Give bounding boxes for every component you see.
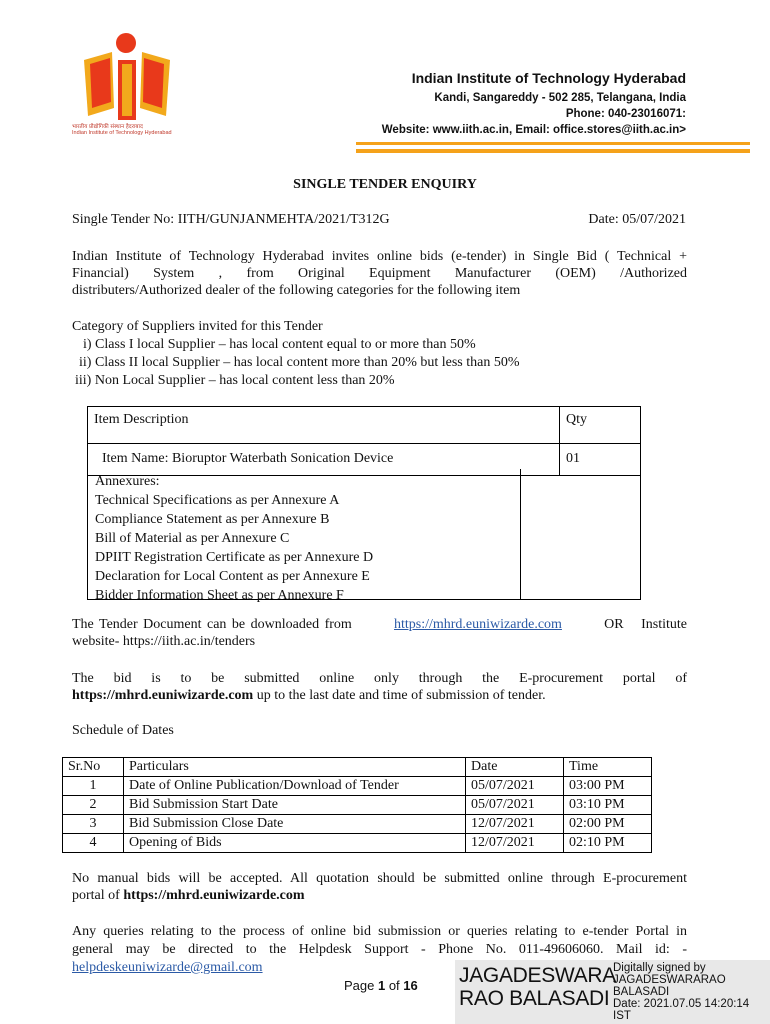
schedule-row [63,834,652,853]
category-item: iii) Non Local Supplier – has local content less than 20% [75,373,395,388]
annexure-box-right [520,469,641,600]
schedule-row [63,777,652,796]
signature-detail-line: Date: 2021.07.05 14:20:14 [613,998,750,1010]
iith-logo [72,30,180,140]
schedule-cell: 12/07/2021 [466,815,564,834]
header-rule-top [356,142,750,145]
institute-web-email: Website: www.iith.ac.in, Email: office.stores@iith.ac.in> [381,124,686,136]
annexure-item: Annexures: [95,474,160,489]
institute-address: Kandi, Sangareddy - 502 285, Telangana, India [434,92,686,104]
header-rule-bottom [356,149,750,153]
manual-bids-paragraph [72,870,687,904]
signature-detail-line: BALASADI [613,986,670,998]
annexure-item: Declaration for Local Content as per Annexure E [95,569,370,584]
queries-line: general may be directed to the Helpdesk Support - Phone No. 011-49606060. Mail id: - [72,942,687,957]
schedule-cell: 05/07/2021 [466,777,564,796]
schedule-cell: 03:00 PM [564,777,652,796]
institute-website: website- https://iith.ac.in/tenders [72,634,256,649]
annexure-item: Compliance Statement as per Annexure B [95,512,330,527]
page-prefix: Page [344,978,378,993]
annexure-list [95,472,373,605]
col-time: Time [564,758,652,777]
page-total: 16 [403,978,418,993]
items-table [87,406,641,476]
schedule-row [63,796,652,815]
submission-deadline-text: up to the last date and time of submission of tender. [253,688,546,703]
page-of: of [385,978,404,993]
schedule-cell: 05/07/2021 [466,796,564,815]
intro-paragraph [72,248,687,299]
annexure-item: DPIIT Registration Certificate as per Annexure D [95,550,374,565]
signer-name-line: JAGADESWARA [459,964,616,987]
schedule-cell: 1 [63,777,124,796]
institute-name: Indian Institute of Technology Hyderabad [411,70,686,86]
category-heading: Category of Suppliers invited for this Tender [72,319,323,334]
intro-line: Indian Institute of Technology Hyderabad invites online bids (e-tender) in Single Bid ( Technical + [72,249,687,264]
download-text-after: OR Institute [604,617,687,632]
col-date: Date [466,758,564,777]
signature-detail-line: Digitally signed by [613,962,706,974]
document-title: SINGLE TENDER ENQUIRY [293,177,477,192]
submission-portal: https://mhrd.euniwizarde.com [72,688,254,703]
manual-portal: https://mhrd.euniwizarde.com [123,888,305,903]
download-paragraph [72,616,687,650]
signature-details [613,962,749,1022]
signer-name-line: RAO BALASADI [459,987,610,1010]
logo-caption-english: Indian Institute of Technology Hyderabad [72,130,172,136]
tender-portal-link[interactable]: https://mhrd.euniwizarde.com [393,617,562,632]
logo-caption-hindi: भारतीय प्रौद्योगिकी संस्थान हैदराबाद [72,124,143,130]
submission-line: The bid is to be submitted online only through the E-procurement portal of [72,671,687,686]
tender-date: Date: 05/07/2021 [588,212,686,227]
schedule-heading: Schedule of Dates [72,723,174,738]
schedule-table [62,757,652,853]
col-srno: Sr.No [63,758,124,777]
tender-number: Single Tender No: IITH/GUNJANMEHTA/2021/T312G [72,212,390,227]
schedule-cell: Date of Online Publication/Download of Tender [124,777,466,796]
annexure-item: Technical Specifications as per Annexure A [95,493,340,508]
letterhead [382,70,686,138]
helpdesk-email-link[interactable]: helpdeskeuniwizarde@gmail.com [72,960,263,975]
signature-detail-line: IST [613,1010,631,1022]
page-current: 1 [377,978,386,993]
category-item: i) Class I local Supplier – has local content equal to or more than 50% [83,337,476,352]
item-qty: 01 [560,444,641,476]
intro-line: distributers/Authorized dealer of the following categories for the following item [72,283,521,298]
item-name: Item Name: Bioruptor Waterbath Sonication Device [88,444,560,476]
schedule-cell: 2 [63,796,124,815]
institute-phone: Phone: 040-23016071: [565,108,686,120]
item-description-header: Item Description [88,407,560,444]
page-number [344,978,418,993]
signer-name [459,964,616,1010]
manual-line: No manual bids will be accepted. All quotation should be submitted online through E-procurement [72,871,687,886]
schedule-cell: 02:00 PM [564,815,652,834]
signature-detail-line: JAGADESWARARAO [613,974,726,986]
qty-header: Qty [560,407,641,444]
download-text: The Tender Document can be downloaded from [72,617,352,632]
schedule-cell: 02:10 PM [564,834,652,853]
manual-prefix: portal of [72,888,124,903]
annexure-item: Bidder Information Sheet as per Annexure F [95,588,344,603]
col-particulars: Particulars [124,758,466,777]
schedule-cell: Bid Submission Close Date [124,815,466,834]
schedule-cell: 12/07/2021 [466,834,564,853]
submission-paragraph [72,670,687,704]
schedule-cell: 03:10 PM [564,796,652,815]
intro-line: Financial) System , from Original Equipment Manufacturer (OEM) /Authorized [72,266,687,281]
digital-signature [455,960,770,1024]
category-item: ii) Class II local Supplier – has local content more than 20% but less than 50% [79,355,520,370]
annexure-item: Bill of Material as per Annexure C [95,531,290,546]
queries-line: Any queries relating to the process of online bid submission or queries relating to e-tender Portal in [72,924,687,939]
schedule-cell: 4 [63,834,124,853]
schedule-header-row [63,758,652,777]
category-list [75,336,520,390]
schedule-cell: 3 [63,815,124,834]
schedule-cell: Opening of Bids [124,834,466,853]
schedule-row [63,815,652,834]
schedule-cell: Bid Submission Start Date [124,796,466,815]
